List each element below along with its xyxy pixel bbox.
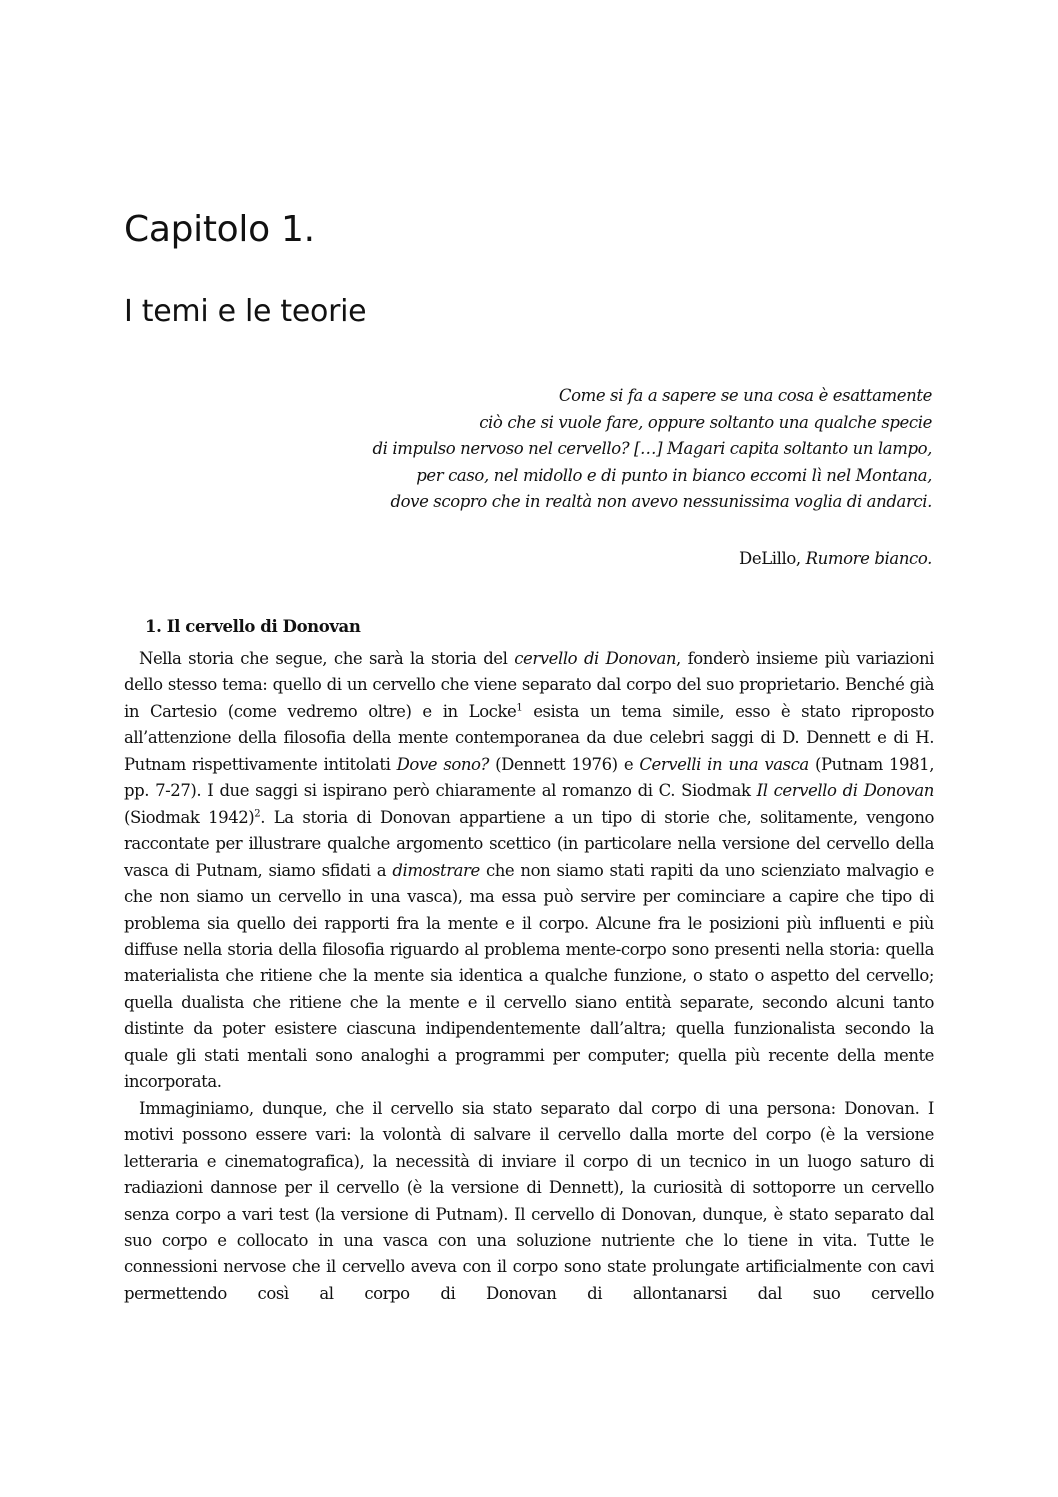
text-run: (Putnam 1981, pp. 7-27). I due saggi si ispirano però chiaramente al romanzo di C. Siodmak — [124, 754, 934, 801]
chapter-title: Capitolo 1. — [124, 209, 315, 250]
italic-run: cervello di Donovan — [514, 649, 677, 668]
epigraph-line: di impulso nervoso nel cervello? […] Magari capita soltanto un lampo, — [372, 439, 932, 458]
epigraph-author: DeLillo, — [739, 549, 801, 568]
italic-run: Il cervello di Donovan — [756, 781, 934, 801]
section-heading: 1. Il cervello di Donovan — [145, 617, 361, 636]
body-paragraph — [124, 646, 934, 1096]
epigraph-line: per caso, nel midollo e di punto in bianco eccomi lì nel Montana, — [416, 465, 932, 485]
epigraph-work: Rumore bianco. — [805, 549, 932, 568]
italic-run: dimostrare — [392, 860, 480, 880]
text-run: (Dennett 1976) e — [488, 754, 640, 774]
italic-run: Dove sono? — [396, 754, 489, 774]
epigraph — [292, 383, 932, 516]
text-run: esista un tema simile, esso è stato riproposto all’attenzione della filosofia della mente contemporanea da due celebri saggi di D. Dennett e di H. Putnam rispettivamente intitolati — [124, 701, 934, 774]
section-body — [124, 646, 934, 1307]
text-run: (Siodmak 1942) — [124, 807, 255, 827]
text-run: Nella storia che segue, che sarà la storia del — [139, 649, 515, 668]
footnote-marker[interactable]: 2 — [254, 808, 261, 820]
footnote-marker[interactable]: 1 — [516, 702, 523, 714]
italic-run: Cervelli in una vasca — [639, 754, 809, 774]
body-paragraph: Immaginiamo, dunque, che il cervello sia stato separato dal corpo di una persona: Donovan. I motivi possono essere vari: la volontà di salvare il cervello dalla morte del corpo (è la versione letteraria e cinematografica), la necessità di inviare il corpo di un tecnico in un luogo saturo di radiazioni dannose per il cervello (è la versione di Dennett), la curiosità di sottoporre un cervello senza corpo a vari test (la versione di Putnam). Il cervello di Donovan, dunque, è stato separato dal suo corpo e collocato in una vasca con una soluzione nutriente che lo tiene in vita. Tutte le connessioni nervose che il cervello aveva con il corpo sono state prolungate artificialmente con cavi permettendo così al corpo di Donovan di allontanarsi dal suo cervello — [124, 1098, 934, 1303]
epigraph-line: ciò che si vuole fare, oppure soltanto una qualche specie — [479, 412, 932, 432]
epigraph-attribution — [739, 546, 932, 572]
text-run: che non siamo stati rapiti da uno scienziato malvagio e che non siamo un cervello in una vasca), ma essa può servire per cominciare a capire che tipo di problema sia quello dei rapporti fra la mente e il corpo. Alcune fra le posizioni più influenti e più diffuse nella storia della filosofia riguardo al problema mente-corpo sono presenti nella storia: quella materialista che ritiene che la mente sia identica a qualche funzione, o stato o aspetto del cervello; quella dualista che ritiene che la mente e il cervello siano entità separate, secondo alcuni tanto distinte da poter esistere ciascuna indipendentemente dall’altra; quella funzionalista secondo la quale gli stati mentali sono analoghi a programmi per computer; quella più recente della mente incorporata. — [124, 860, 934, 1092]
epigraph-line: Come si fa a sapere se una cosa è esattamente — [558, 386, 932, 405]
chapter-subtitle: I temi e le teorie — [124, 294, 367, 329]
text-run: . La storia di Donovan appartiene a un tipo di storie che, solitamente, vengono raccontate per illustrare qualche argomento scettico (in particolare nella versione del cervello della vasca di Putnam, siamo sfidati a — [124, 807, 934, 880]
epigraph-line: dove scopro che in realtà non avevo nessunissima voglia di andarci. — [390, 492, 932, 511]
text-run: , fonderò insieme più variazioni dello stesso tema: quello di un cervello che viene separato dal corpo del suo proprietario. Benché già in Cartesio (come vedremo oltre) e in Locke — [124, 649, 934, 721]
